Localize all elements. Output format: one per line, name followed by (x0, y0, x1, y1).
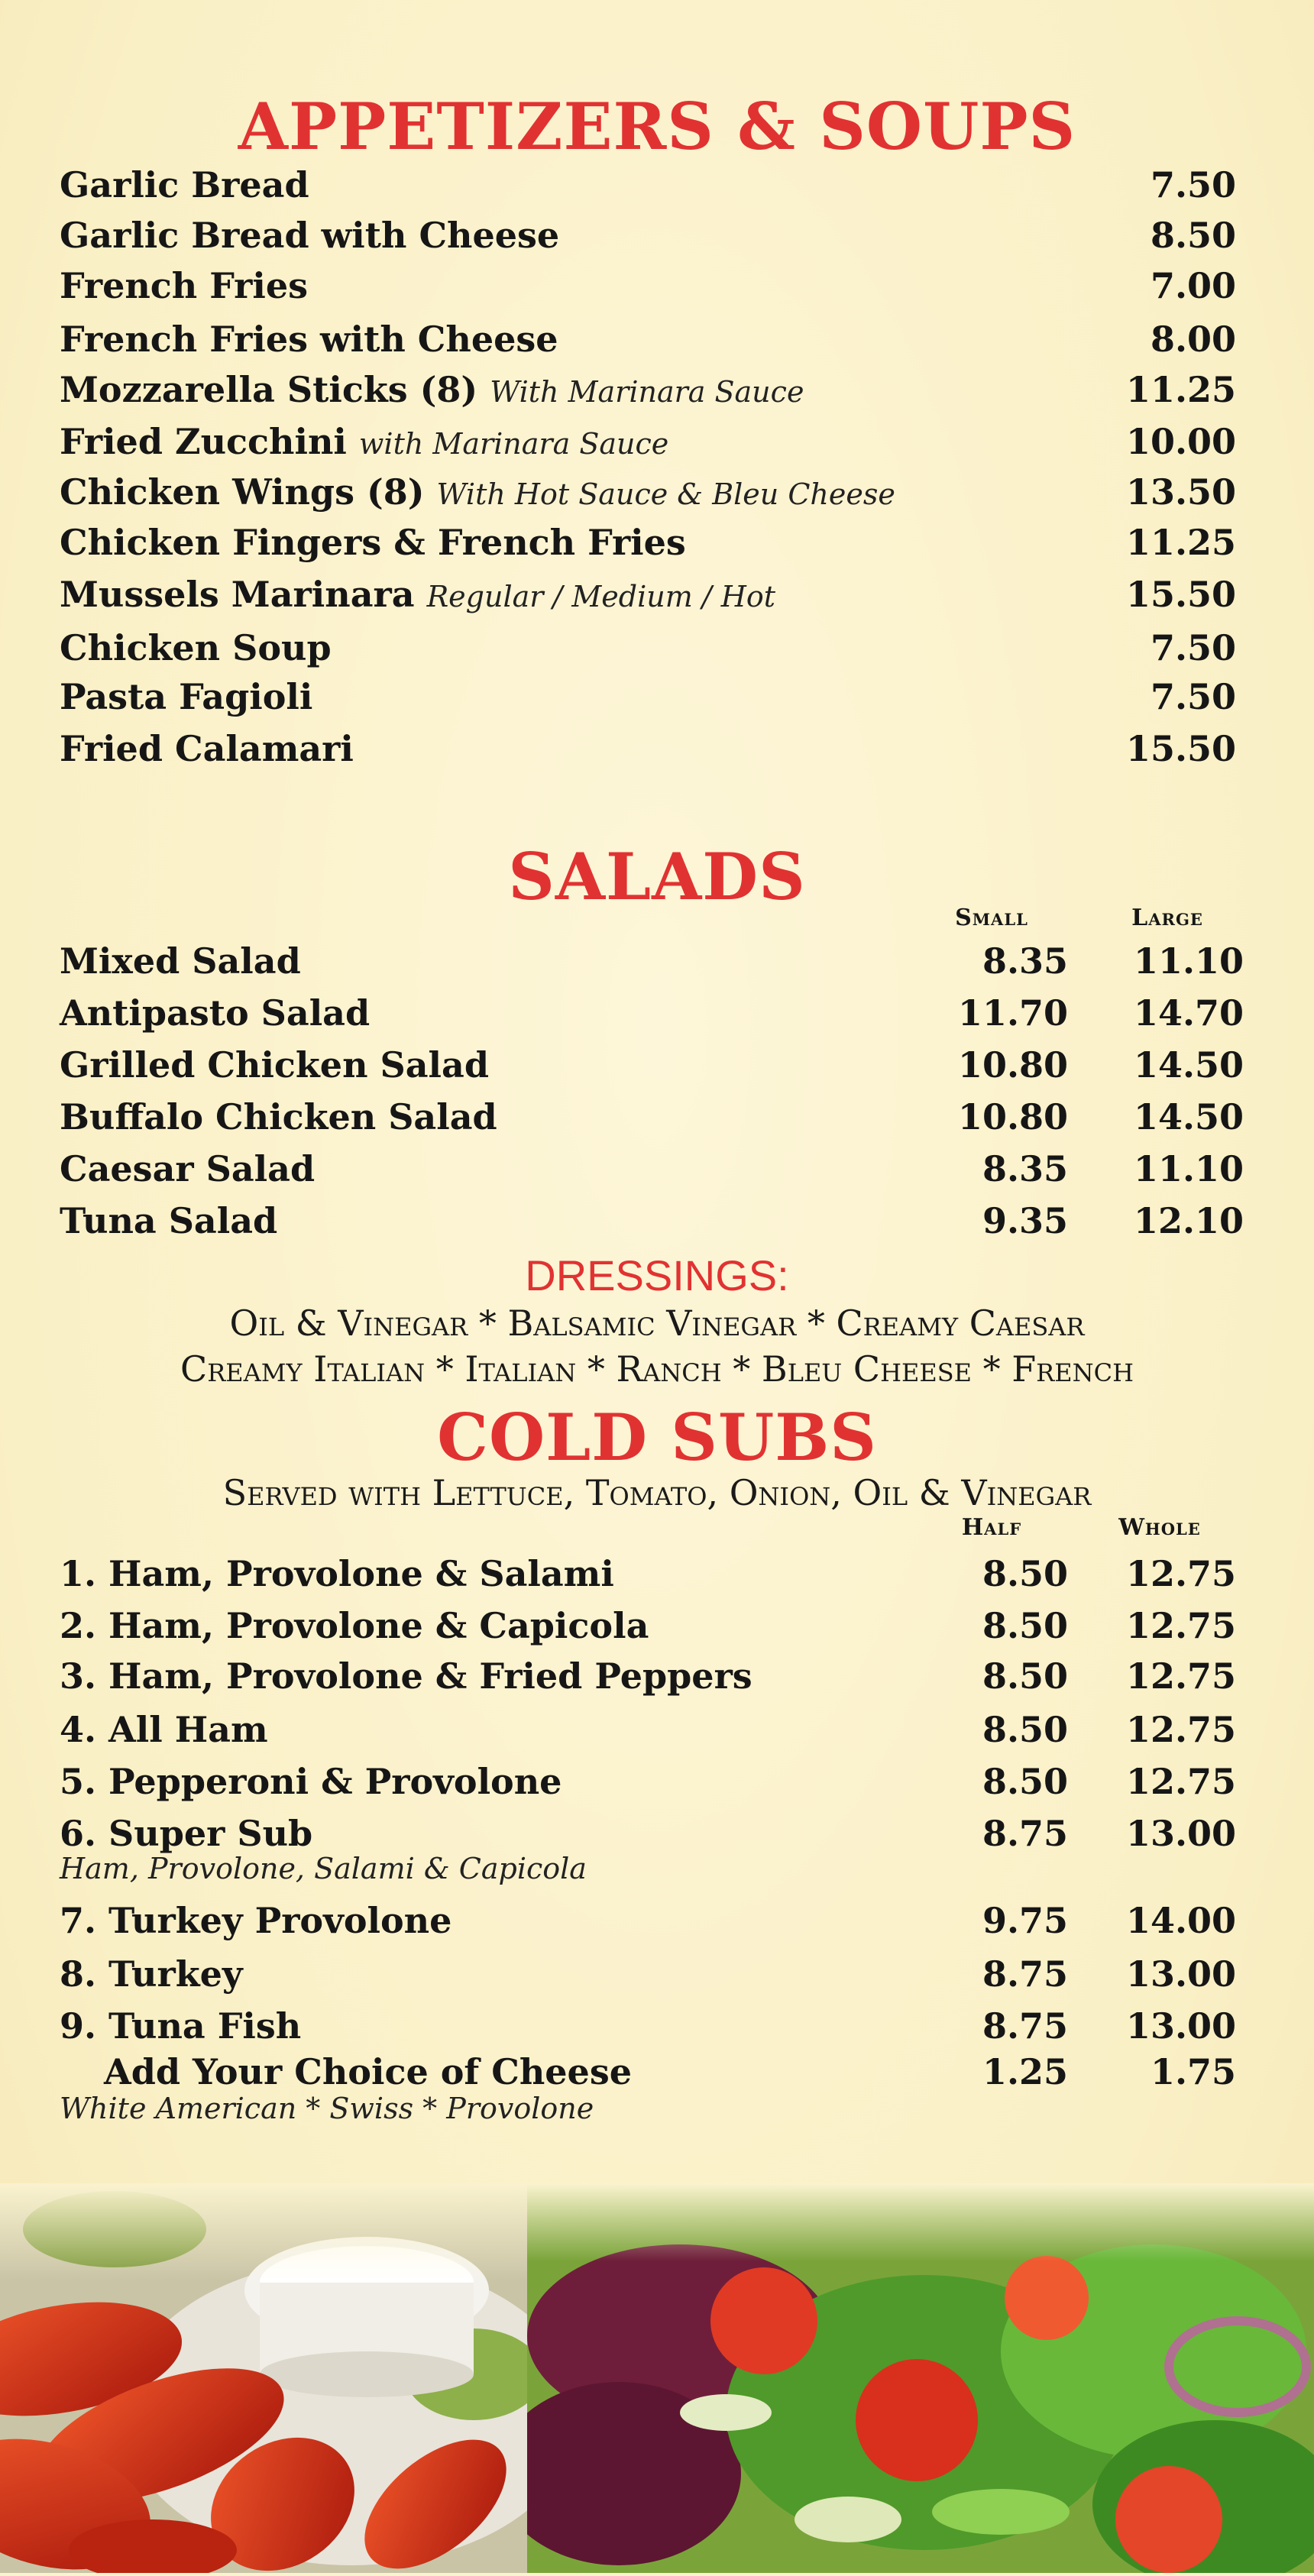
sub-whole-price: 12.75 (1125, 1655, 1236, 1697)
appetizer-row (60, 469, 1314, 515)
item-price: 11.25 (1125, 369, 1236, 410)
item-name (60, 469, 895, 517)
item-name (60, 571, 775, 620)
sub-whole-price: 12.75 (1125, 1605, 1236, 1646)
item-name-text: Mozzarella Sticks (8) (60, 369, 478, 410)
item-name (60, 367, 804, 415)
item-name-text: Garlic Bread (60, 164, 309, 205)
add-cheese-row (60, 2049, 1314, 2095)
sub-half-price: 8.50 (982, 1553, 1068, 1594)
salad-name: Grilled Chicken Salad (60, 1044, 489, 1086)
appetizer-row (60, 674, 1314, 720)
super-sub-description: Ham, Provolone, Salami & Capicola (60, 1852, 587, 1885)
sub-half-price: 9.75 (982, 1900, 1068, 1941)
item-price: 13.50 (1125, 471, 1236, 513)
sub-whole-price: 12.75 (1125, 1553, 1236, 1594)
salad-row (60, 990, 1314, 1036)
appetizer-row (60, 212, 1314, 258)
sub-name: 9. Tuna Fish (60, 2005, 302, 2047)
sub-row (60, 1551, 1314, 1597)
salads-heading: SALADS (508, 839, 806, 914)
sub-name: 4. All Ham (60, 1709, 268, 1750)
item-description: Regular / Medium / Hot (426, 580, 776, 613)
add-cheese-whole-price: 1.75 (1150, 2051, 1236, 2092)
item-name-text: Fried Zucchini (60, 421, 347, 462)
item-name-text: Chicken Wings (8) (60, 471, 425, 513)
salad-row (60, 1146, 1314, 1192)
salad-name: Tuna Salad (60, 1200, 278, 1241)
sub-half-price: 8.50 (982, 1605, 1068, 1646)
item-name-text: French Fries (60, 265, 308, 306)
appetizer-row (60, 571, 1314, 617)
cold-subs-subtitle: Served with Lettuce, Tomato, Onion, Oil & Vinegar (222, 1472, 1092, 1513)
item-name (60, 674, 312, 720)
sub-name: 3. Ham, Provolone & Fried Peppers (60, 1655, 752, 1697)
salad-large-price: 14.50 (1133, 1044, 1244, 1086)
item-name-text: Mussels Marinara (60, 574, 415, 615)
item-name (60, 212, 559, 258)
sub-whole-price: 13.00 (1125, 2005, 1236, 2047)
salads-large-header: Large (1131, 905, 1203, 931)
appetizer-row (60, 726, 1314, 772)
item-price: 11.25 (1125, 522, 1236, 563)
salad-name: Buffalo Chicken Salad (60, 1096, 497, 1138)
sub-row (60, 2003, 1314, 2049)
appetizer-row (60, 316, 1314, 362)
salad-row (60, 1198, 1314, 1244)
sub-whole-price: 14.00 (1125, 1900, 1236, 1941)
item-name (60, 419, 668, 467)
subs-half-header: Half (961, 1514, 1022, 1541)
appetizer-row (60, 263, 1314, 309)
sub-name: 1. Ham, Provolone & Salami (60, 1553, 614, 1594)
salad-row (60, 1094, 1314, 1140)
sub-row (60, 1759, 1314, 1804)
item-name-text: Pasta Fagioli (60, 676, 313, 717)
salad-large-price: 11.10 (1133, 940, 1244, 982)
item-name-text: Fried Calamari (60, 728, 354, 769)
dressings-heading: DRESSINGS: (525, 1251, 789, 1299)
item-price: 7.50 (1150, 164, 1236, 205)
sub-half-price: 8.50 (982, 1761, 1068, 1802)
salad-small-price: 11.70 (957, 992, 1068, 1034)
chicken-wings-photo (0, 2183, 527, 2573)
item-name (60, 726, 354, 772)
salad-large-price: 14.70 (1133, 992, 1244, 1034)
item-price: 7.00 (1150, 265, 1236, 306)
salad-row (60, 1042, 1314, 1088)
item-description: With Hot Sauce & Bleu Cheese (436, 477, 895, 511)
appetizer-row (60, 519, 1314, 565)
salad-photo (527, 2183, 1314, 2573)
sub-name: 2. Ham, Provolone & Capicola (60, 1605, 649, 1646)
salads-small-header: Small (955, 905, 1028, 931)
item-price: 15.50 (1125, 728, 1236, 769)
sub-row (60, 1811, 1314, 1856)
item-name-text: Garlic Bread with Cheese (60, 215, 560, 256)
add-cheese-label: Add Your Choice of Cheese (104, 2051, 632, 2092)
add-cheese-half-price: 1.25 (982, 2051, 1068, 2092)
item-price: 8.00 (1150, 319, 1236, 360)
salad-small-price: 8.35 (982, 1148, 1068, 1189)
cheese-options: White American * Swiss * Provolone (60, 2092, 594, 2125)
salad-large-price: 11.10 (1133, 1148, 1244, 1189)
sub-row (60, 1653, 1314, 1699)
item-name (60, 519, 686, 565)
salad-name: Antipasto Salad (60, 992, 371, 1034)
item-price: 8.50 (1150, 215, 1236, 256)
item-price: 7.50 (1150, 627, 1236, 668)
salad-name: Caesar Salad (60, 1148, 316, 1189)
item-price: 10.00 (1125, 421, 1236, 462)
sub-row (60, 1707, 1314, 1752)
sub-name: 5. Pepperoni & Provolone (60, 1761, 562, 1802)
salad-name: Mixed Salad (60, 940, 301, 982)
salad-large-price: 14.50 (1133, 1096, 1244, 1138)
dressings-line-1: Oil & Vinegar * Balsamic Vinegar * Creamy Caesar (229, 1303, 1085, 1344)
sub-half-price: 8.75 (982, 2005, 1068, 2047)
sub-whole-price: 13.00 (1125, 1813, 1236, 1854)
sub-name: 7. Turkey Provolone (60, 1900, 452, 1941)
salad-large-price: 12.10 (1133, 1200, 1244, 1241)
item-description: with Marinara Sauce (358, 427, 669, 461)
item-name (60, 316, 558, 362)
item-name (60, 625, 332, 671)
item-name (60, 263, 308, 309)
sub-row (60, 1951, 1314, 1997)
salad-small-price: 10.80 (957, 1096, 1068, 1138)
sub-row (60, 1898, 1314, 1943)
item-price: 7.50 (1150, 676, 1236, 717)
sub-whole-price: 12.75 (1125, 1761, 1236, 1802)
sub-whole-price: 13.00 (1125, 1953, 1236, 1995)
sub-half-price: 8.75 (982, 1813, 1068, 1854)
sub-half-price: 8.75 (982, 1953, 1068, 1995)
sub-whole-price: 12.75 (1125, 1709, 1236, 1750)
sub-name: 6. Super Sub (60, 1813, 313, 1854)
sub-row (60, 1603, 1314, 1649)
appetizer-row (60, 367, 1314, 413)
appetizer-row (60, 625, 1314, 671)
sub-half-price: 8.50 (982, 1709, 1068, 1750)
subs-whole-header: Whole (1118, 1514, 1201, 1541)
item-name-text: Chicken Soup (60, 627, 332, 668)
item-name-text: French Fries with Cheese (60, 319, 558, 360)
appetizer-row (60, 419, 1314, 464)
sub-name: 8. Turkey (60, 1953, 243, 1995)
salad-row (60, 938, 1314, 984)
salad-small-price: 8.35 (982, 940, 1068, 982)
item-price: 15.50 (1125, 574, 1236, 615)
appetizers-heading: APPETIZERS & SOUPS (238, 89, 1076, 164)
item-description: With Marinara Sauce (490, 375, 804, 409)
cold-subs-heading: COLD SUBS (437, 1400, 877, 1475)
item-name-text: Chicken Fingers & French Fries (60, 522, 686, 563)
sub-half-price: 8.50 (982, 1655, 1068, 1697)
salad-small-price: 9.35 (982, 1200, 1068, 1241)
dressings-line-2: Creamy Italian * Italian * Ranch * Bleu Cheese * French (180, 1348, 1134, 1390)
appetizer-row (60, 162, 1314, 208)
item-name (60, 162, 309, 208)
salad-small-price: 10.80 (957, 1044, 1068, 1086)
